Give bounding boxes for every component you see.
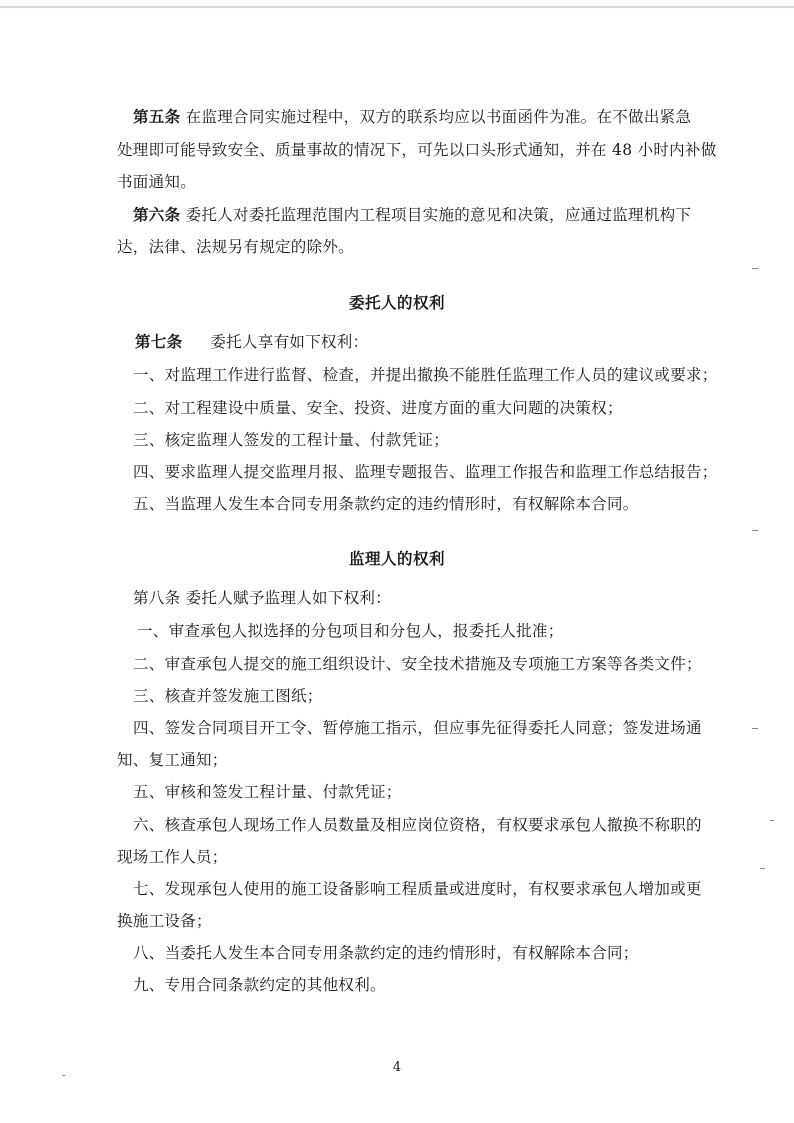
- section1-item-3: 三、核定监理人签发的工程计量、付款凭证；: [133, 431, 450, 449]
- article7-text: 委托人享有如下权利：: [210, 333, 369, 351]
- section2-item-7a: 七、发现承包人使用的施工设备影响工程质量或进度时，有权要求承包人增加或更: [133, 880, 702, 898]
- section2-item-7b: 换施工设备；: [117, 912, 212, 930]
- scan-speck: [62, 1075, 65, 1076]
- scan-speck: [752, 728, 758, 729]
- section2-item-6a: 六、核查承包人现场工作人员数量及相应岗位资格，有权要求承包人撤换不称职的: [133, 816, 702, 834]
- section2-item-6b: 现场工作人员；: [117, 848, 228, 866]
- article6-text1: 委托人对委托监理范围内工程项目实施的意见和决策，应通过监理机构下: [185, 206, 692, 224]
- article6-line1: [133, 205, 691, 225]
- section2-item-2: 二、审查承包人提交的施工组织设计、安全技术措施及专项施工方案等各类文件；: [133, 655, 702, 673]
- article5-line2: 处理即可能导致安全、质量事故的情况下，可先以口头形式通知，并在 48 小时内补做: [117, 141, 717, 159]
- article7-label: 第七条: [135, 332, 183, 351]
- article5-line1: [133, 107, 691, 127]
- article5-label: 第五条: [133, 107, 181, 126]
- article5-line3: 书面通知。: [117, 173, 197, 191]
- scan-speck: [752, 268, 758, 269]
- section2-item-3: 三、核查并签发施工图纸；: [133, 687, 323, 705]
- section1-item-2: 二、对工程建设中质量、安全、投资、进度方面的重大问题的决策权；: [133, 399, 623, 417]
- section2-item-4b: 知、复工通知；: [117, 751, 228, 769]
- scan-speck: [770, 820, 774, 821]
- article6-label: 第六条: [133, 205, 181, 224]
- scan-speck: [752, 530, 758, 531]
- section2-item-9: 九、专用合同条款约定的其他权利。: [133, 976, 386, 994]
- section2-item-1: 一、审查承包人拟选择的分包项目和分包人，报委托人批准；: [137, 622, 564, 640]
- section1-item-5: 五、当监理人发生本合同专用条款约定的违约情形时，有权解除本合同。: [133, 495, 639, 513]
- article6-line2: 达，法律、法规另有规定的除外。: [117, 238, 355, 256]
- section1-item-4: 四、要求监理人提交监理月报、监理专题报告、监理工作报告和监理工作总结报告；: [133, 463, 718, 481]
- section1-heading: 委托人的权利: [348, 294, 445, 312]
- article5-text1: 在监理合同实施过程中，双方的联系均应以书面函件为准。在不做出紧急: [185, 108, 692, 126]
- scan-edge-line: [0, 6, 794, 8]
- section2-heading: 监理人的权利: [348, 550, 445, 568]
- article8-line: 第八条 委托人赋予监理人如下权利：: [133, 589, 392, 607]
- scan-speck: [760, 868, 765, 869]
- section2-item-4a: 四、签发合同项目开工令、暂停施工指示，但应事先征得委托人同意；签发进场通: [133, 719, 702, 737]
- article7-line: [135, 332, 368, 352]
- page-number: 4: [392, 1060, 402, 1075]
- section2-item-8: 八、当委托人发生本合同专用条款约定的违约情形时，有权解除本合同；: [133, 944, 639, 962]
- section2-item-5: 五、审核和签发工程计量、付款凭证；: [133, 783, 402, 801]
- section1-item-1: 一、对监理工作进行监督、检查，并提出撤换不能胜任监理工作人员的建议或要求；: [133, 366, 718, 384]
